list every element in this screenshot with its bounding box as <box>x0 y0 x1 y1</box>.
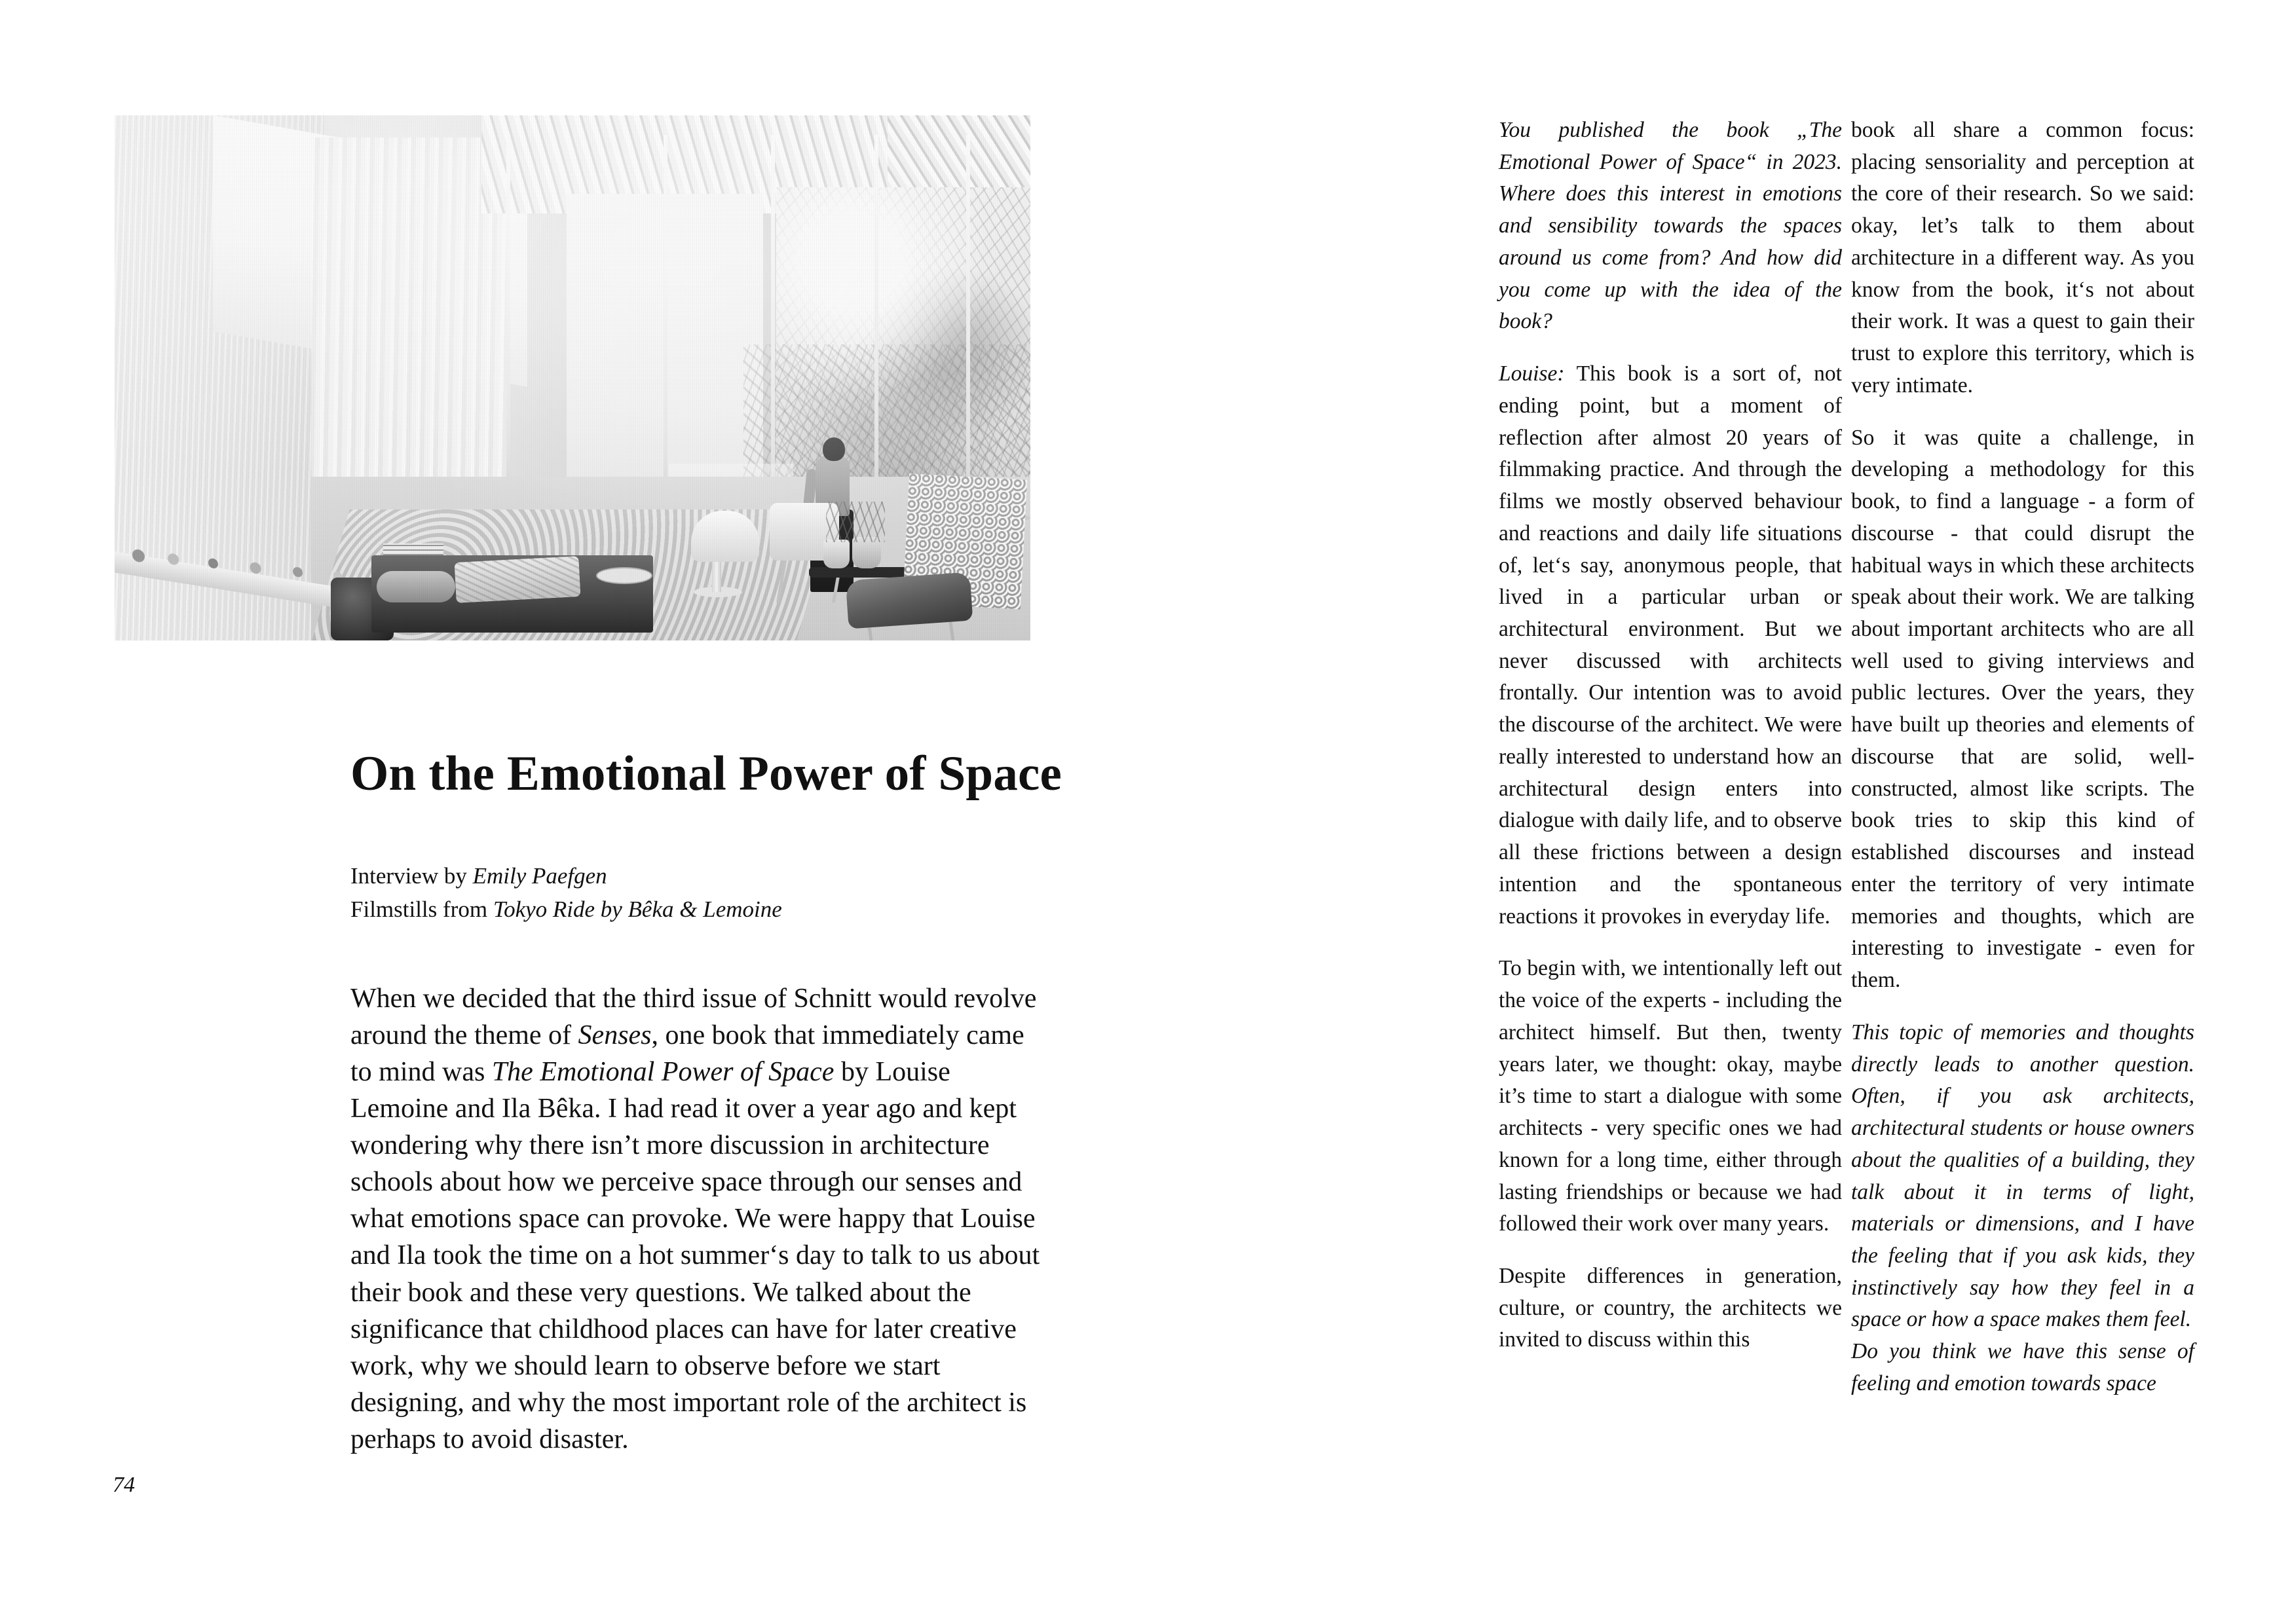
credit-interview <box>350 859 940 893</box>
lead-italic-book-title: The Emotional Power of Space <box>491 1057 835 1088</box>
text-column-1 <box>1499 115 1842 1356</box>
photo-tulip-chair-stem <box>712 559 721 592</box>
page-title: On the Emotional Power of Space <box>350 747 1062 802</box>
speaker-label: Louise: <box>1499 361 1565 386</box>
interview-answer: book all share a common focus: placing sensoriality and perception at the core of their research. So we said: okay, let’s talk to them about architecture in a different way. As you know from the book, it‘s not about their work. It was a quest to gain their trust to explore this territory, which is very intimate. <box>1851 118 2194 397</box>
interview-answer: So it was quite a challenge, in developing a methodology for this book, to find a language - a form of discourse - that could disrupt the habitual ways in which these architects speak about their work. We are talking about important architects who are all well used to giving interviews and public lectures. Over the years, they have built up theories and elements of discourse that are solid, well-constructed, almost like scripts. The book tries to skip this kind of established discourses and instead enter the territory of very intimate memories and thoughts, which are interesting to investigate - even for them. <box>1851 425 2194 993</box>
interview-answer <box>1499 358 1842 932</box>
right-page <box>1145 0 2290 1624</box>
lead-text-2: , one book that immediately came to mind was <box>350 1020 1024 1088</box>
lead-text-1: When we decided that the third issue of Schnitt would revolve around the theme of <box>350 984 1037 1051</box>
page-number: 74 <box>113 1473 135 1497</box>
credit-filmstills-label: Filmstills from <box>350 896 493 923</box>
interview-question: You published the book „The Emotional Power of Space“ in 2023. Where does this interest in emotions and sensibility towards the spaces around us come from? And how did you come up with the idea of the book? <box>1499 118 1842 334</box>
answer-text: This book is a sort of, not ending point, but a moment of reflection after almost 20 years of filmmaking practice. And through the films we mostly observed behaviour and reactions and daily life situations of, let‘s say, anonymous people, that lived in a particular urban or architectural environment. But we never discussed with architects frontally. Our intention was to avoid the discourse of the architect. We were really interested to understand how an architectural design enters into dialogue with daily life, and to observe all these frictions between a design intention and the spontaneous reactions it provokes in everyday life. <box>1499 361 1842 929</box>
photo-plant-pot <box>823 540 850 568</box>
credit-interview-label: Interview by <box>350 863 473 889</box>
interview-question: This topic of memories and thoughts directly leads to another question. Often, if you ask architects, architectural students or house owners about the qualities of a building, they talk about it in terms of light, materials or dimensions, and I have the feeling that if you ask kids, they instinctively say how they feel in a space or how a space makes them feel. <box>1851 1020 2194 1332</box>
photo-tulip-chair <box>691 511 759 562</box>
interview-answer: To begin with, we intentionally left out the voice of the experts - including the architect himself. But then, twenty years later, we thought: okay, maybe it’s time to start a dialogue with some architects - very specific ones we had known for a long time, either through lasting friendships or because we had followed their work over many years. <box>1499 956 1842 1236</box>
photo-dried-stems <box>826 502 885 542</box>
photo-figure-head <box>823 437 845 461</box>
filmstill-photograph <box>115 115 1030 640</box>
credit-interview-author: Emily Paefgen <box>472 863 607 889</box>
credit-filmstills <box>350 893 940 926</box>
interview-answer: Despite differences in generation, culture, or country, the architects we invited to discuss within this <box>1499 1263 1842 1352</box>
lead-text-3: by Louise Lemoine and Ila Bêka. I had read it over a year ago and kept wondering why there isn’t more discussion in architecture schools about how we perceive space through our senses and what emotions space can provoke. We were happy that Louise and Ila took the time on a hot summer‘s day to talk to us about their book and these very questions. We talked about the significance that childhood places can have for later creative work, why we should learn to observe before we start designing, and why the most important role of the architect is perhaps to avoid disaster. <box>350 1057 1040 1454</box>
photo-side-table <box>809 567 907 578</box>
lead-paragraph <box>350 980 1045 1458</box>
credits-block <box>350 859 940 926</box>
text-column-2 <box>1851 115 2194 1400</box>
lead-italic-senses: Senses <box>578 1020 652 1051</box>
photo-plate <box>596 567 652 584</box>
photo-patterned-cushion <box>455 556 581 603</box>
photo-plywood-chair <box>846 572 973 629</box>
photo-bolster-cushion <box>377 571 455 602</box>
credit-filmstills-source: Tokyo Ride by Bêka & Lemoine <box>493 896 782 923</box>
interview-question: Do you think we have this sense of feeling and emotion towards space <box>1851 1339 2194 1395</box>
